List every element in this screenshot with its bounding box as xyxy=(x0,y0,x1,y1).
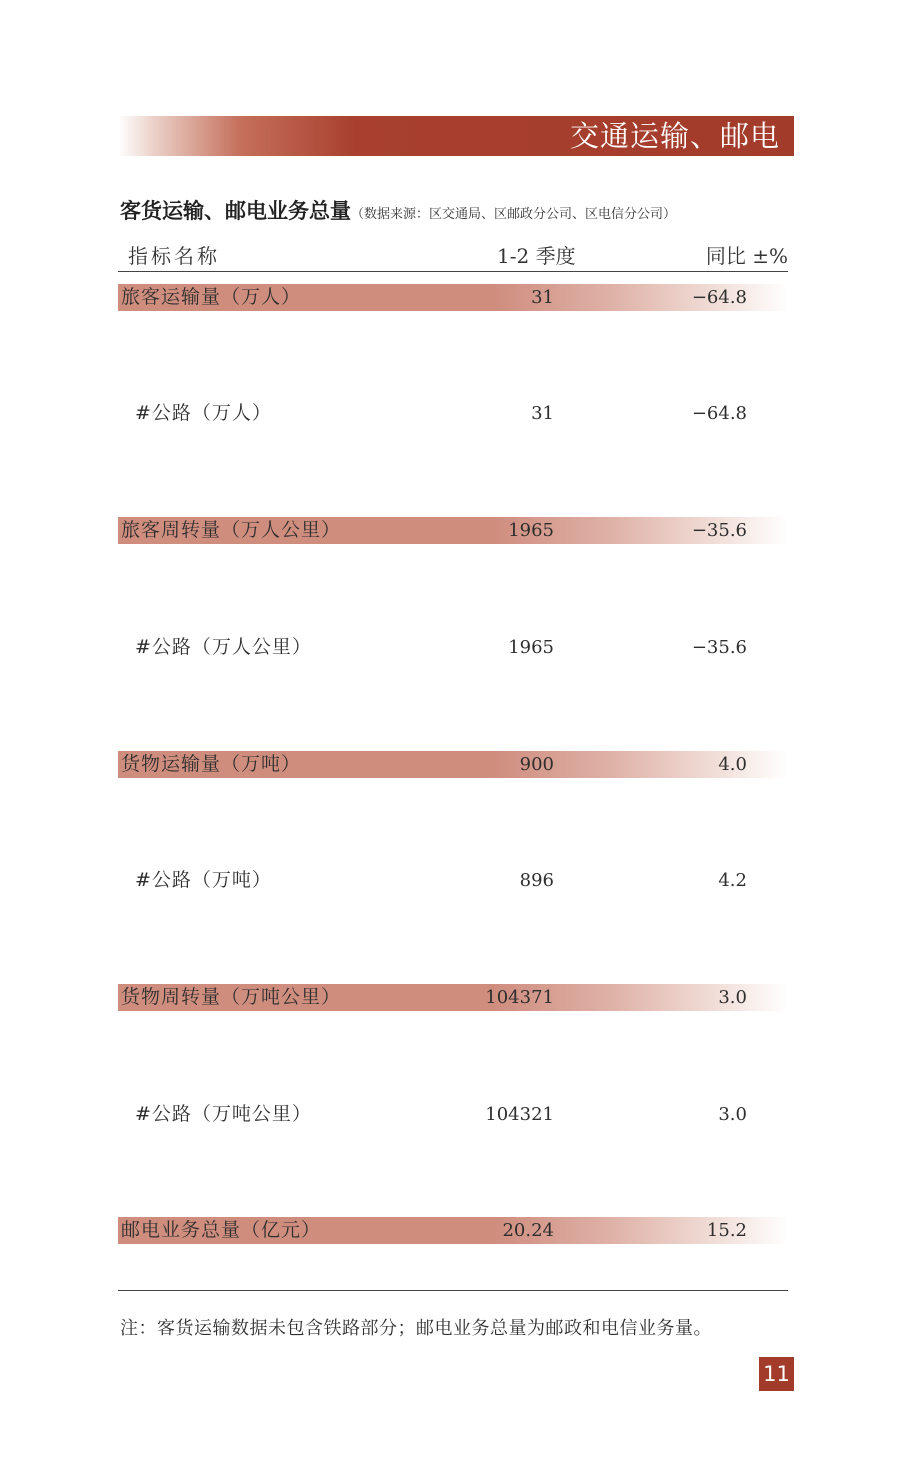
header-indicator-name: 指标名称 xyxy=(128,244,220,268)
header-period: 1-2 季度 xyxy=(497,244,576,268)
row-name: 货物周转量（万吨公里） xyxy=(121,986,342,1008)
row-value: 1965 xyxy=(508,520,554,541)
table-row xyxy=(118,400,788,427)
row-yoy: −35.6 xyxy=(691,520,747,541)
row-name: #公路（万人） xyxy=(135,402,272,424)
row-value: 31 xyxy=(531,403,554,424)
row-value: 104321 xyxy=(485,1104,554,1125)
table-row xyxy=(118,1101,788,1128)
header-yoy: 同比 ±% xyxy=(705,244,788,268)
row-yoy: 15.2 xyxy=(706,1220,747,1241)
table-title xyxy=(120,195,676,225)
table-top-rule xyxy=(118,271,788,272)
row-yoy: 4.0 xyxy=(718,754,747,775)
table-bottom-rule xyxy=(118,1290,788,1291)
row-name: #公路（万吨） xyxy=(135,869,272,891)
row-name: #公路（万人公里） xyxy=(135,636,312,658)
row-yoy: −64.8 xyxy=(691,287,747,308)
row-value: 900 xyxy=(519,754,554,775)
row-value: 1965 xyxy=(508,637,554,658)
table-title-main: 客货运输、邮电业务总量 xyxy=(120,199,351,223)
table-row xyxy=(118,284,788,311)
row-yoy: −64.8 xyxy=(691,403,747,424)
row-name: #公路（万吨公里） xyxy=(135,1103,312,1125)
row-name: 旅客运输量（万人） xyxy=(121,286,302,308)
row-yoy: 4.2 xyxy=(718,870,747,891)
table-row xyxy=(118,751,788,778)
row-value: 20.24 xyxy=(502,1220,554,1241)
section-banner xyxy=(118,116,794,156)
page-number: 11 xyxy=(759,1357,794,1391)
table-row xyxy=(118,867,788,894)
row-yoy: 3.0 xyxy=(718,987,747,1008)
row-name: 邮电业务总量（亿元） xyxy=(121,1219,322,1241)
row-value: 896 xyxy=(519,870,554,891)
table-row xyxy=(118,1217,788,1244)
row-name: 旅客周转量（万人公里） xyxy=(121,519,342,541)
row-name: 货物运输量（万吨） xyxy=(121,753,302,775)
table-row xyxy=(118,634,788,661)
row-value: 104371 xyxy=(485,987,554,1008)
section-title: 交通运输、邮电 xyxy=(569,119,780,153)
footnote: 注：客货运输数据未包含铁路部分；邮电业务总量为邮政和电信业务量。 xyxy=(120,1318,712,1339)
table-data-source: （数据来源：区交通局、区邮政分公司、区电信分公司） xyxy=(351,207,677,222)
row-yoy: −35.6 xyxy=(691,637,747,658)
table-row xyxy=(118,984,788,1011)
row-yoy: 3.0 xyxy=(718,1104,747,1125)
row-value: 31 xyxy=(531,287,554,308)
table-row xyxy=(118,517,788,544)
